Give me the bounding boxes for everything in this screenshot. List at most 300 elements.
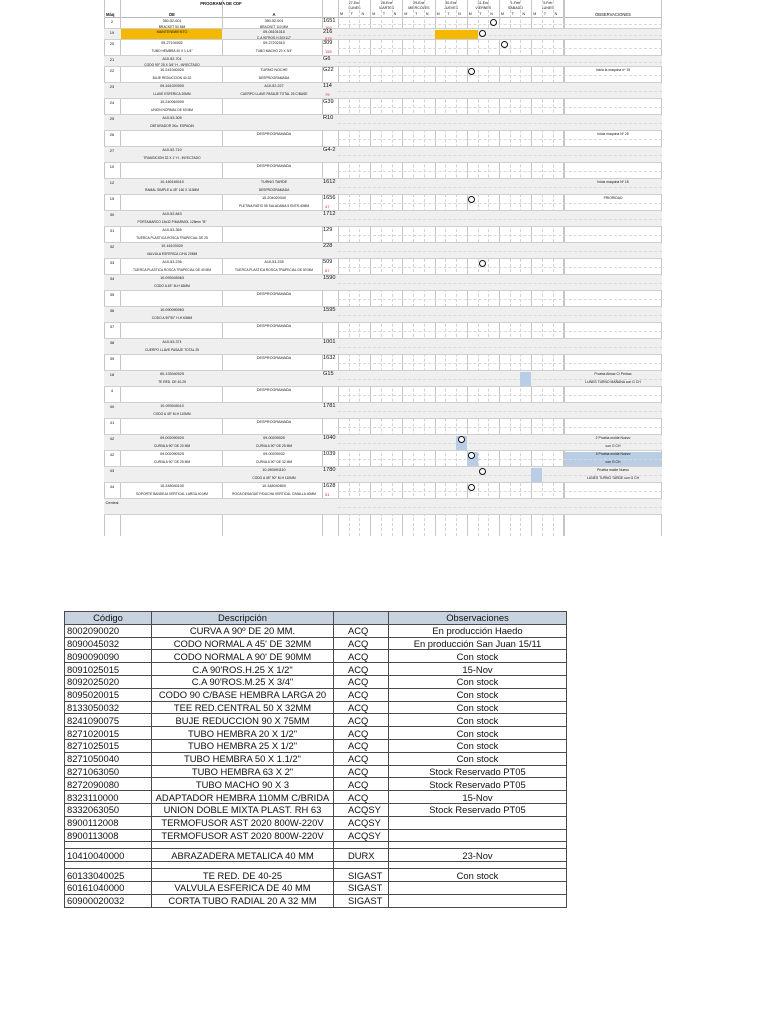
machine-number: 15 [109, 196, 115, 201]
product-description: BUJE REDUCCION 90 X 75MM [152, 714, 334, 727]
machine-number: 33 [109, 260, 115, 265]
machine-number: 43 [109, 468, 115, 473]
from-code: A10-53-365 [162, 228, 182, 232]
supplier-code: ACQ [334, 727, 389, 740]
schedule-row [104, 435, 662, 451]
product-observation: Con stock [389, 739, 567, 752]
table-row [65, 752, 567, 765]
mold-number: G22 [323, 67, 334, 73]
shift-label: T [350, 12, 353, 16]
shift-label: M [501, 12, 504, 16]
day-header [435, 1, 468, 10]
from-code: 10-093045110 [160, 404, 184, 408]
observation-detail: con G CH [605, 444, 621, 448]
from-code: 350-52-001 [162, 19, 182, 23]
test-block [531, 468, 542, 482]
from-code: 10-348040100 [160, 484, 184, 488]
from-description: SOPORTE BANDEJA VERTICAL LARGA 40 MM [136, 492, 208, 496]
machine-number: 20 [109, 41, 115, 46]
from-code: MANTENIMIENTO [156, 30, 188, 34]
shift-label: N [425, 12, 429, 16]
row-divider [338, 35, 662, 36]
row-divider [338, 219, 662, 220]
table-row [65, 675, 567, 688]
to-description: DESPROGRAMADA [258, 188, 290, 192]
schedule-row [104, 259, 662, 275]
machine-number: 30 [109, 212, 115, 217]
machine-number: 21 [109, 57, 115, 62]
machine-number: Central [105, 500, 119, 505]
schedule-row [104, 115, 662, 131]
column-maq: Máq [106, 12, 115, 17]
to-code: DESPROGRAMADA [256, 388, 292, 392]
product-description: TUBO HEMBRA 63 X 2" [152, 765, 334, 778]
day-date: 29-Ene [413, 1, 425, 5]
day-name: VIERNES [475, 5, 492, 10]
header-observaciones: Observaciones [389, 612, 567, 625]
product-description: TEE RED.CENTRAL 50 X 32MM [152, 701, 334, 714]
product-description [152, 842, 334, 849]
product-code: 8900113008 [65, 829, 152, 842]
row-divider [338, 235, 662, 236]
shift-label: M [468, 12, 472, 16]
row-divider [338, 251, 662, 252]
quantity-note: 79 [325, 92, 330, 97]
mold-number: G39 [323, 99, 334, 105]
column-a: A [272, 12, 276, 17]
to-code: TURNO NOCHE [260, 68, 288, 72]
machine-number: 38 [109, 340, 115, 345]
shift-label: N [490, 12, 493, 16]
to-code: A10-53-235 [264, 260, 284, 264]
from-description: CODO A 90°90° H-H 63MM [151, 316, 193, 320]
schedule-row [104, 83, 662, 99]
table-row [65, 727, 567, 740]
supplier-code: ACQ [334, 791, 389, 804]
product-code: 8090045032 [65, 637, 152, 650]
quantity-note: 575 [325, 35, 332, 41]
row-divider [338, 123, 662, 124]
machine-number: 19 [109, 30, 115, 35]
row-divider [338, 267, 662, 268]
to-description: CURVA A 90° DE 32 MM [255, 460, 293, 464]
from-code: A10-52-701 [162, 57, 182, 61]
product-code: 8092025020 [65, 675, 152, 688]
schedule-row [104, 99, 662, 115]
schedule-row [104, 307, 662, 323]
product-description: CODO NORMAL A 45' DE 32MM [152, 637, 334, 650]
observation-detail: LUNES TURNO MAÑANA con G CH [585, 380, 641, 384]
row-divider [338, 171, 662, 172]
product-description: TUBO MACHO 90 X 3 [152, 778, 334, 791]
product-observation: Con stock [389, 869, 567, 882]
supplier-code: ACQ [334, 752, 389, 765]
schedule-row [104, 211, 662, 227]
day-name: SABADO [508, 5, 523, 10]
product-observation: 23-Nov [389, 849, 567, 862]
schedule-row [104, 40, 662, 56]
row-divider [338, 155, 662, 156]
product-observation [389, 881, 567, 894]
from-description: CODO A 45° M-H 110MM [153, 412, 191, 416]
quantity-note: 47 [325, 204, 330, 209]
from-description: RAMAL SIMPLE A 45° 160 X 110MM [144, 188, 200, 192]
product-observation [389, 842, 567, 849]
product-observation: Stock Reservado PT05 [389, 803, 567, 816]
product-code: 8241090075 [65, 714, 152, 727]
to-code: DESPROGRAMADA [256, 132, 292, 136]
to-description: TUBO MACHO 20 X 3/4" [255, 49, 293, 53]
supplier-code: ACQ [334, 663, 389, 676]
to-description: BRACKET 110 MM [259, 24, 289, 29]
mold-number: 129 [323, 227, 333, 233]
schedule-row [104, 387, 662, 403]
maintenance-block [435, 30, 478, 39]
to-description: ROCA DESAGUE P/DUCHA VERTICAL C/MALLA 40MM [232, 492, 316, 496]
product-code: 8095020015 [65, 688, 152, 701]
from-description: CURVA A 90° DE 25 MM [153, 460, 191, 464]
shift-label: T [543, 12, 547, 16]
column-de: DE [169, 12, 175, 17]
table-row [65, 842, 567, 849]
schedule-row [104, 323, 662, 339]
to-description: CODO A 45° 90° M-H 110MM [252, 476, 296, 480]
product-code: 8271025015 [65, 739, 152, 752]
supplier-code: SIGAST [334, 881, 389, 894]
table-row [65, 849, 567, 862]
from-description: BUJE REDUCCION 40-32 [152, 76, 192, 80]
mold-number: 1712 [323, 211, 336, 217]
row-divider [338, 24, 662, 25]
header-descripcion: Descripción [152, 612, 334, 625]
row-divider [338, 91, 662, 92]
mold-number: 1781 [323, 403, 336, 409]
product-observation: En producción San Juan 15/11 [389, 637, 567, 650]
product-observation: Stock Reservado PT05 [389, 778, 567, 791]
product-description: CODO 90 C/BASE HEMBRA LARGA 20 [152, 688, 334, 701]
table-row [65, 650, 567, 663]
from-description: TUBO HEMBRA 40 X 1.1/4" [151, 49, 193, 53]
row-divider [338, 315, 662, 316]
product-observation [389, 829, 567, 842]
supplier-code: ACQ [334, 688, 389, 701]
to-code: 09-27202010 [263, 41, 285, 45]
from-description: TUERCA PLASTICA ROSCA TRAPECIAL DE 40 MM [132, 268, 212, 272]
table-row [65, 829, 567, 842]
quantity-note: 155 [325, 49, 332, 54]
to-code: 09-00209032 [263, 452, 285, 456]
day-header [499, 1, 532, 10]
schedule-row [104, 131, 662, 147]
table-row [65, 624, 567, 637]
to-code: DESPROGRAMADA [256, 292, 292, 296]
to-code: DESPROGRAMADA [256, 356, 292, 360]
product-code [65, 842, 152, 849]
shift-label: M [436, 12, 440, 16]
machine-number: 27 [109, 148, 115, 153]
day-date: 1-Feb [510, 1, 521, 5]
shift-label: M [340, 12, 343, 16]
day-date: 3-Feb [542, 1, 553, 5]
to-description: PLETINA RATIO 55 SALADAMA 5 ENTR.40MM [238, 204, 310, 208]
observation: PRIORIDAD [603, 196, 623, 200]
product-code: 8271020015 [65, 727, 152, 740]
mold-number: 509 [323, 259, 333, 265]
from-code: 09-161020000 [160, 84, 184, 88]
product-code: 8091025015 [65, 663, 152, 676]
observation: Inicia la maquina nº 19 [595, 68, 631, 72]
schedule-row [104, 29, 662, 40]
table-row [65, 765, 567, 778]
row-divider [338, 107, 662, 108]
to-description: DESPROGRAMADA [258, 76, 290, 80]
from-code: 09-002090025 [160, 452, 184, 456]
product-code: 8090090090 [65, 650, 152, 663]
supplier-code: ACQ [334, 765, 389, 778]
shift-label: T [415, 12, 418, 16]
schedule-header [104, 0, 662, 18]
mold-number: 1001 [323, 339, 336, 345]
header-codigo: Código [65, 612, 152, 625]
from-code: 60-133040025 [160, 372, 184, 376]
machine-number: 44 [109, 484, 115, 489]
product-description: TUBO HEMBRA 20 X 1/2" [152, 727, 334, 740]
machine-number: 25 [109, 116, 115, 121]
to-code: DESPROGRAMADA [256, 164, 292, 168]
schedule-row [104, 147, 662, 163]
column-observaciones: OBSERVACIONES [595, 12, 631, 17]
product-observation: En producción Haedo [389, 624, 567, 637]
supplier-code: ACQ [334, 714, 389, 727]
schedule-row [104, 243, 662, 259]
machine-number: 37 [109, 324, 115, 329]
mold-number: G15 [323, 371, 334, 377]
machine-number: 39 [109, 356, 115, 361]
from-description: UNION NORMAL DE 63 MM [150, 108, 193, 112]
row-divider [338, 491, 662, 492]
product-code: 8133050032 [65, 701, 152, 714]
from-code: A10-52-843 [162, 212, 182, 216]
to-code: 09-00209025 [263, 436, 285, 440]
row-divider [338, 411, 662, 412]
product-code: 60133040025 [65, 869, 152, 882]
row-divider [338, 48, 662, 49]
from-code: 10-090090063 [160, 308, 184, 312]
mold-number: 1039 [323, 451, 336, 457]
product-description [152, 862, 334, 869]
supplier-code: SIGAST [334, 894, 389, 907]
observation: Prueba molde Nuevo [597, 468, 629, 472]
schedule-row [104, 403, 662, 419]
row-divider [338, 75, 662, 76]
supplier-code: ACQ [334, 650, 389, 663]
day-name: MARTES [379, 5, 395, 10]
machine-number: 42 [109, 452, 115, 457]
supplier-code: ACQ [334, 701, 389, 714]
table-row [65, 688, 567, 701]
row-divider [338, 203, 662, 204]
schedule-row [104, 56, 662, 67]
product-description: VALVULA ESFERICA DE 40 MM [152, 881, 334, 894]
changeover-marker [501, 41, 508, 48]
from-code: 09-27104002 [161, 41, 183, 45]
supplier-code [334, 862, 389, 869]
to-code: A10-52-227 [264, 84, 284, 88]
machine-number: 10 [109, 164, 115, 169]
table-row [65, 862, 567, 869]
product-code: 8272090080 [65, 778, 152, 791]
row-divider [338, 347, 662, 348]
to-code: DESPROGRAMADA [256, 420, 292, 424]
to-code: 350-52-001 [264, 19, 284, 23]
table-row [65, 701, 567, 714]
product-code: 8323110000 [65, 791, 152, 804]
product-description: C.A 90'ROS.H.25 X 1/2" [152, 663, 334, 676]
from-description: LLAVE ESFERICA 20MM [153, 92, 191, 96]
shift-label: N [458, 12, 461, 16]
schedule-row [104, 451, 662, 467]
day-date: 30-Ene [445, 1, 457, 5]
observation: Inicia maquina Nº 15 [597, 180, 629, 184]
table-row [65, 663, 567, 676]
product-description: ABRAZADERA METALICA 40 MM [152, 849, 334, 862]
quantity-note: 102 [325, 24, 332, 30]
product-code: 8900112008 [65, 816, 152, 829]
observation-detail: LUNES TURNO TARDE con G CH [586, 476, 640, 480]
row-divider [338, 283, 662, 284]
from-description: CODO 90° 25 X 3/4" H - INYECTADO [144, 62, 200, 67]
schedule-row [104, 163, 662, 179]
from-description: BRACKET 50 MM [158, 24, 186, 29]
supplier-code: ACQ [334, 675, 389, 688]
machine-number: 22 [109, 68, 115, 73]
row-divider [338, 507, 662, 508]
from-code: A10-52-710 [162, 148, 182, 152]
day-header [467, 1, 500, 10]
quantity-note: 51 [325, 492, 330, 497]
supplier-code: ACQ [334, 637, 389, 650]
from-code: A10-53-305 [162, 116, 182, 120]
product-code: 8332063050 [65, 803, 152, 816]
to-code: 10-093091110 [262, 468, 286, 472]
day-name: LUNES [348, 5, 361, 10]
shift-label: T [511, 12, 514, 16]
from-code: 10-093045063 [160, 276, 184, 280]
table-row [65, 778, 567, 791]
schedule-row [104, 275, 662, 291]
mold-number: 1590 [323, 275, 336, 281]
from-code: A10-53-371 [162, 340, 182, 344]
row-divider [338, 62, 662, 63]
to-code: DESPROGRAMADA [256, 324, 292, 328]
machine-number: 12 [109, 180, 115, 185]
row-divider [338, 187, 662, 188]
mold-number: 1612 [323, 179, 336, 185]
from-description: TUERCA PLASTICA ROSCA TRAPECIAL DE 25 [136, 236, 208, 240]
day-header [402, 1, 435, 10]
to-description: TUERCA PLASTICA ROSCA TRAPECIAL DE 50 MM [234, 268, 314, 272]
machine-number: 35 [109, 292, 115, 297]
mold-number: 309 [323, 40, 333, 46]
shift-label: N [361, 12, 365, 16]
product-observation [389, 894, 567, 907]
product-observation: Con stock [389, 650, 567, 663]
mold-number: 216 [323, 29, 333, 35]
row-divider [338, 139, 662, 140]
table-row [65, 791, 567, 804]
schedule-row [104, 483, 662, 499]
supplier-code: ACQSY [334, 829, 389, 842]
product-description: CORTA TUBO RADIAL 20 A 32 MM [152, 894, 334, 907]
product-code: 8002090020 [65, 624, 152, 637]
machine-number: 36 [109, 308, 115, 313]
mold-number: G4-2 [323, 147, 336, 153]
mold-number: 1656 [323, 195, 336, 201]
product-description: TUBO HEMBRA 50 X 1.1/2" [152, 752, 334, 765]
schedule-row [104, 339, 662, 355]
schedule-row [104, 419, 662, 435]
product-observation: 15-Nov [389, 791, 567, 804]
observation: Prueba Almac C/ Pedrax [594, 372, 632, 376]
mold-number: 1632 [323, 355, 336, 361]
from-description: CUERPO LLAVE PASAJE TOTAL 25 [145, 348, 199, 352]
supplier-code: ACQ [334, 778, 389, 791]
product-description: ADAPTADOR HEMBRA 110MM C/BRIDA [152, 791, 334, 804]
shift-label: T [447, 12, 450, 16]
machine-number: 31 [109, 228, 115, 233]
mold-number: 1595 [323, 307, 336, 313]
schedule-row [104, 195, 662, 211]
from-description: TRANSICION 32 X 1" H - INYECTADO [143, 156, 201, 160]
table-row [65, 714, 567, 727]
product-description: CODO NORMAL A 90' DE 90MM [152, 650, 334, 663]
day-name: JUEVES [444, 5, 459, 10]
mold-number: 1040 [323, 435, 336, 441]
product-observation: 15-Nov [389, 663, 567, 676]
day-header [370, 1, 403, 10]
from-code: 10-241040020 [160, 68, 184, 72]
supplier-code: SIGAST [334, 869, 389, 882]
mold-number: 114 [323, 83, 332, 89]
machine-number: 18 [109, 372, 115, 377]
product-observation [389, 816, 567, 829]
product-description: TERMOFUSOR AST 2020 800W-220V [152, 816, 334, 829]
from-description: CODO A 45° M-H 63MM [154, 284, 190, 288]
observation: 3 Prueba molde Nuevo [595, 452, 631, 456]
product-code: 8271050040 [65, 752, 152, 765]
product-code: 8271063050 [65, 765, 152, 778]
mold-number: 1780 [323, 467, 336, 473]
product-description: C.A 90'ROS.M.25 X 3/4" [152, 675, 334, 688]
mold-number: 228 [323, 243, 333, 249]
shift-label: M [533, 12, 537, 16]
row-divider [338, 395, 662, 396]
header-supplier [334, 612, 389, 625]
product-observation: Con stock [389, 727, 567, 740]
mold-number: R10 [323, 115, 334, 121]
product-observation: Con stock [389, 714, 567, 727]
from-description: TE RED. DE 40-25 [158, 380, 186, 384]
day-date: 27-Ene [348, 1, 361, 5]
from-code: A10-53-236 [162, 260, 182, 264]
machine-number: 32 [109, 244, 115, 249]
supplier-code [334, 842, 389, 849]
product-code: 60161040000 [65, 881, 152, 894]
schedule-row [104, 67, 662, 83]
changeover-marker [479, 260, 486, 267]
observation: Inicia maquina Nº 25 [597, 132, 629, 136]
observation: 2 Prueba molde Nuevo [595, 436, 631, 440]
